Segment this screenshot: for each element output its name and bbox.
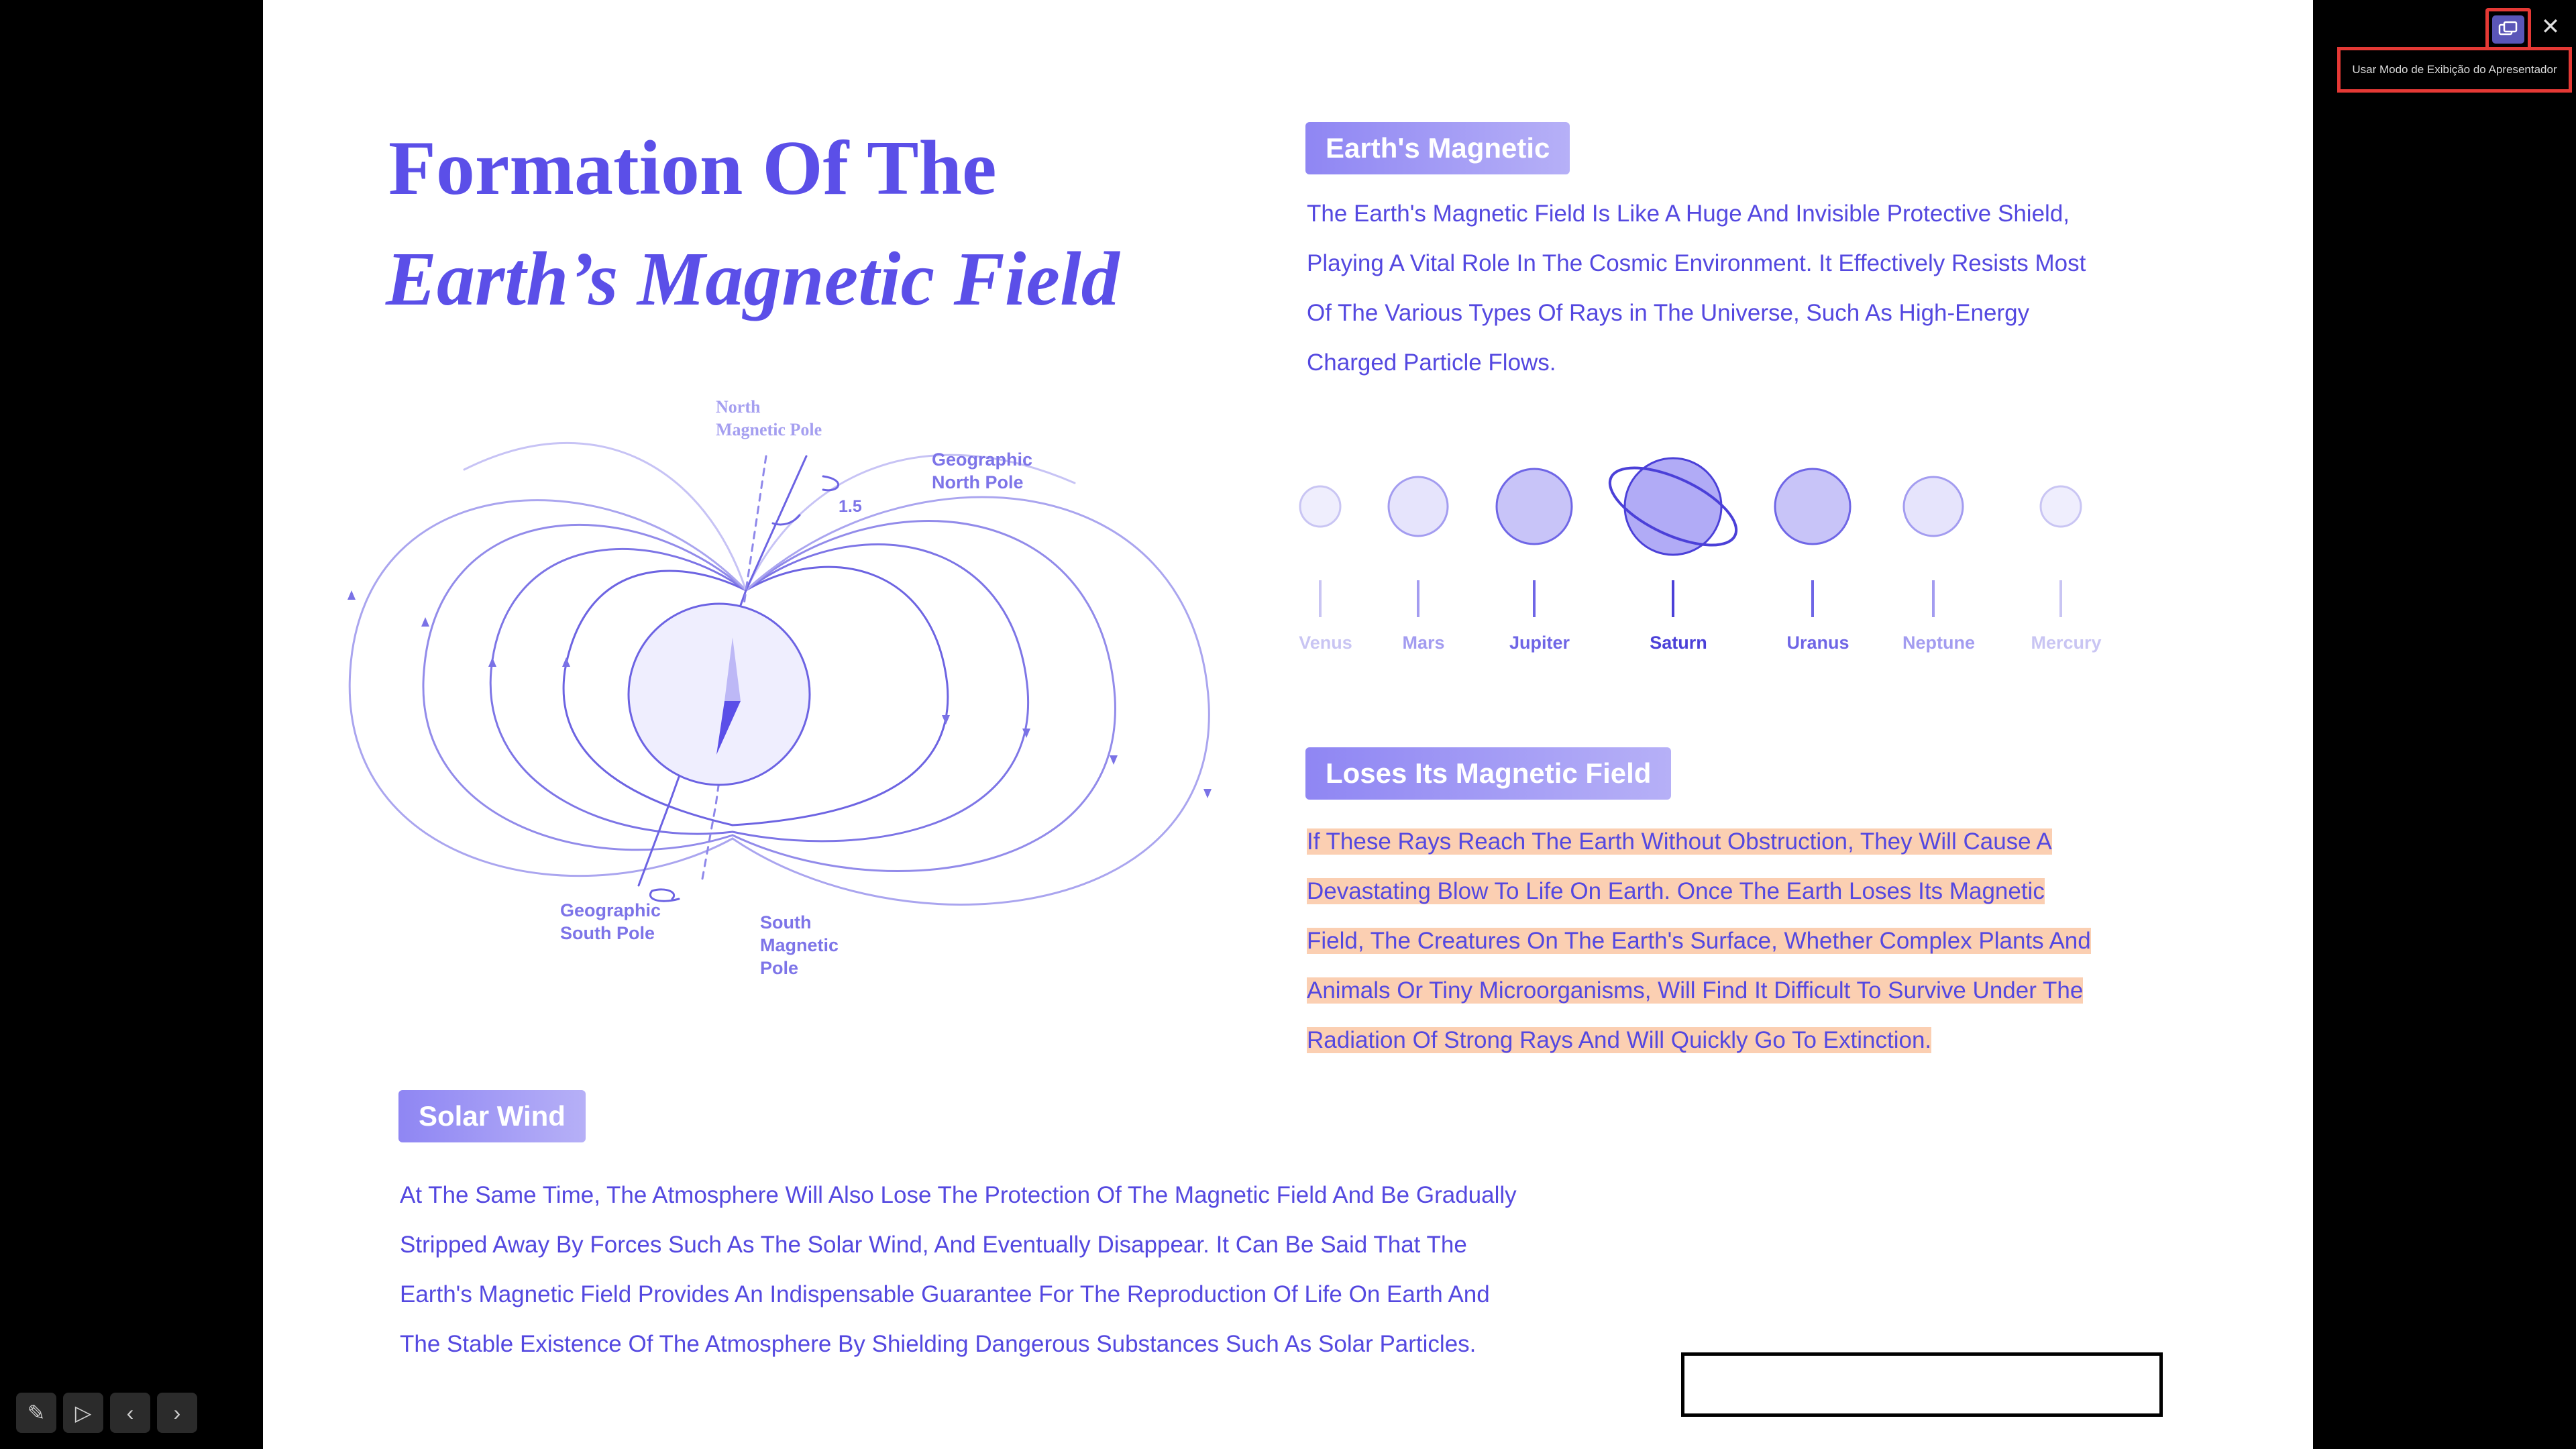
planet-venus bbox=[1300, 486, 1340, 617]
north-magnetic-label-2: Magnetic Pole bbox=[716, 420, 822, 439]
para-line: The Earth's Magnetic Field Is Like A Huge And Invisible Protective Shield, bbox=[1307, 201, 2070, 227]
next-slide-button[interactable] bbox=[157, 1393, 197, 1433]
pointer-icon: ▷ bbox=[74, 1401, 92, 1425]
planet-label-venus: Venus bbox=[1299, 633, 1352, 653]
para-line: Charged Particle Flows. bbox=[1307, 350, 1556, 376]
earths-magnetic-heading: Earth's Magnetic bbox=[1305, 122, 1570, 174]
pointer-tool-button[interactable] bbox=[63, 1393, 103, 1433]
empty-text-box[interactable] bbox=[1681, 1352, 2163, 1417]
planet-uranus bbox=[1775, 469, 1850, 617]
chevron-left-icon: ‹ bbox=[126, 1400, 134, 1425]
geo-north-label-2: North Pole bbox=[932, 472, 1024, 492]
geo-south-label-2: South Pole bbox=[560, 923, 655, 943]
earths-magnetic-paragraph bbox=[1307, 189, 2086, 388]
para-line: Of The Various Types Of Rays in The Universe, Such As High-Energy bbox=[1307, 300, 2030, 326]
highlighted-line: Animals Or Tiny Microorganisms, Will Find It Difficult To Survive Under The bbox=[1307, 977, 2084, 1004]
planets-row bbox=[1283, 443, 2313, 617]
solar-wind-heading: Solar Wind bbox=[398, 1090, 586, 1142]
north-magnetic-label-1: North bbox=[716, 397, 761, 417]
loses-field-heading: Loses Its Magnetic Field bbox=[1305, 747, 1671, 800]
para-line: The Stable Existence Of The Atmosphere By Shielding Dangerous Substances Such As Solar Particles. bbox=[400, 1331, 1477, 1357]
planet-label-saturn: Saturn bbox=[1650, 633, 1707, 653]
slide-canvas bbox=[263, 0, 2313, 1449]
planet-mercury bbox=[2041, 486, 2081, 617]
para-line: Earth's Magnetic Field Provides An Indispensable Guarantee For The Reproduction Of Life On Earth And bbox=[400, 1281, 1490, 1307]
para-line: Stripped Away By Forces Such As The Solar Wind, And Eventually Disappear. It Can Be Said That The bbox=[400, 1232, 1467, 1258]
planet-label-uranus: Uranus bbox=[1786, 633, 1849, 653]
south-magnetic-label-1: South bbox=[760, 912, 812, 932]
magnetic-field-diagram bbox=[330, 389, 1283, 993]
planet-neptune bbox=[1904, 477, 1963, 617]
planet-mars bbox=[1389, 477, 1448, 617]
highlighted-line: Devastating Blow To Life On Earth. Once The Earth Loses Its Magnetic bbox=[1307, 878, 2045, 904]
highlighted-line: Field, The Creatures On The Earth's Surface, Whether Complex Plants And bbox=[1307, 928, 2091, 954]
chevron-right-icon: › bbox=[173, 1400, 181, 1425]
presenter-view-icon bbox=[2492, 15, 2524, 44]
angle-label: 1.5 bbox=[839, 497, 862, 516]
pen-icon: ✎ bbox=[27, 1401, 46, 1425]
solar-wind-paragraph bbox=[400, 1171, 1517, 1369]
south-magnetic-label-3: Pole bbox=[760, 958, 799, 978]
planet-label-jupiter: Jupiter bbox=[1509, 633, 1570, 653]
south-magnetic-label-2: Magnetic bbox=[760, 935, 839, 955]
close-button[interactable]: ✕ bbox=[2540, 14, 2561, 40]
presenter-view-tooltip: Usar Modo de Exibição do Apresentador bbox=[2337, 47, 2572, 93]
planet-label-mars: Mars bbox=[1402, 633, 1445, 653]
planet-saturn bbox=[1599, 452, 1747, 617]
title-line-1: Formation Of The bbox=[388, 125, 997, 211]
geo-north-label-1: Geographic bbox=[932, 449, 1033, 470]
planet-jupiter bbox=[1497, 469, 1572, 617]
para-line: At The Same Time, The Atmosphere Will Also Lose The Protection Of The Magnetic Field And Be Gradually bbox=[400, 1182, 1517, 1208]
previous-slide-button[interactable] bbox=[110, 1393, 150, 1433]
geo-south-label-1: Geographic bbox=[560, 900, 661, 920]
highlighted-line: Radiation Of Strong Rays And Will Quickly Go To Extinction. bbox=[1307, 1027, 1932, 1053]
para-line: Playing A Vital Role In The Cosmic Environment. It Effectively Resists Most bbox=[1307, 250, 2086, 276]
planet-label-neptune: Neptune bbox=[1902, 633, 1975, 653]
highlighted-line: If These Rays Reach The Earth Without Obstruction, They Will Cause A bbox=[1307, 828, 2052, 855]
loses-field-paragraph bbox=[1307, 817, 2091, 1065]
title-line-2: Earth’s Magnetic Field bbox=[386, 236, 1120, 321]
planet-label-mercury: Mercury bbox=[2031, 633, 2102, 653]
pen-tool-button[interactable] bbox=[16, 1393, 56, 1433]
presenter-view-button[interactable] bbox=[2485, 8, 2531, 51]
